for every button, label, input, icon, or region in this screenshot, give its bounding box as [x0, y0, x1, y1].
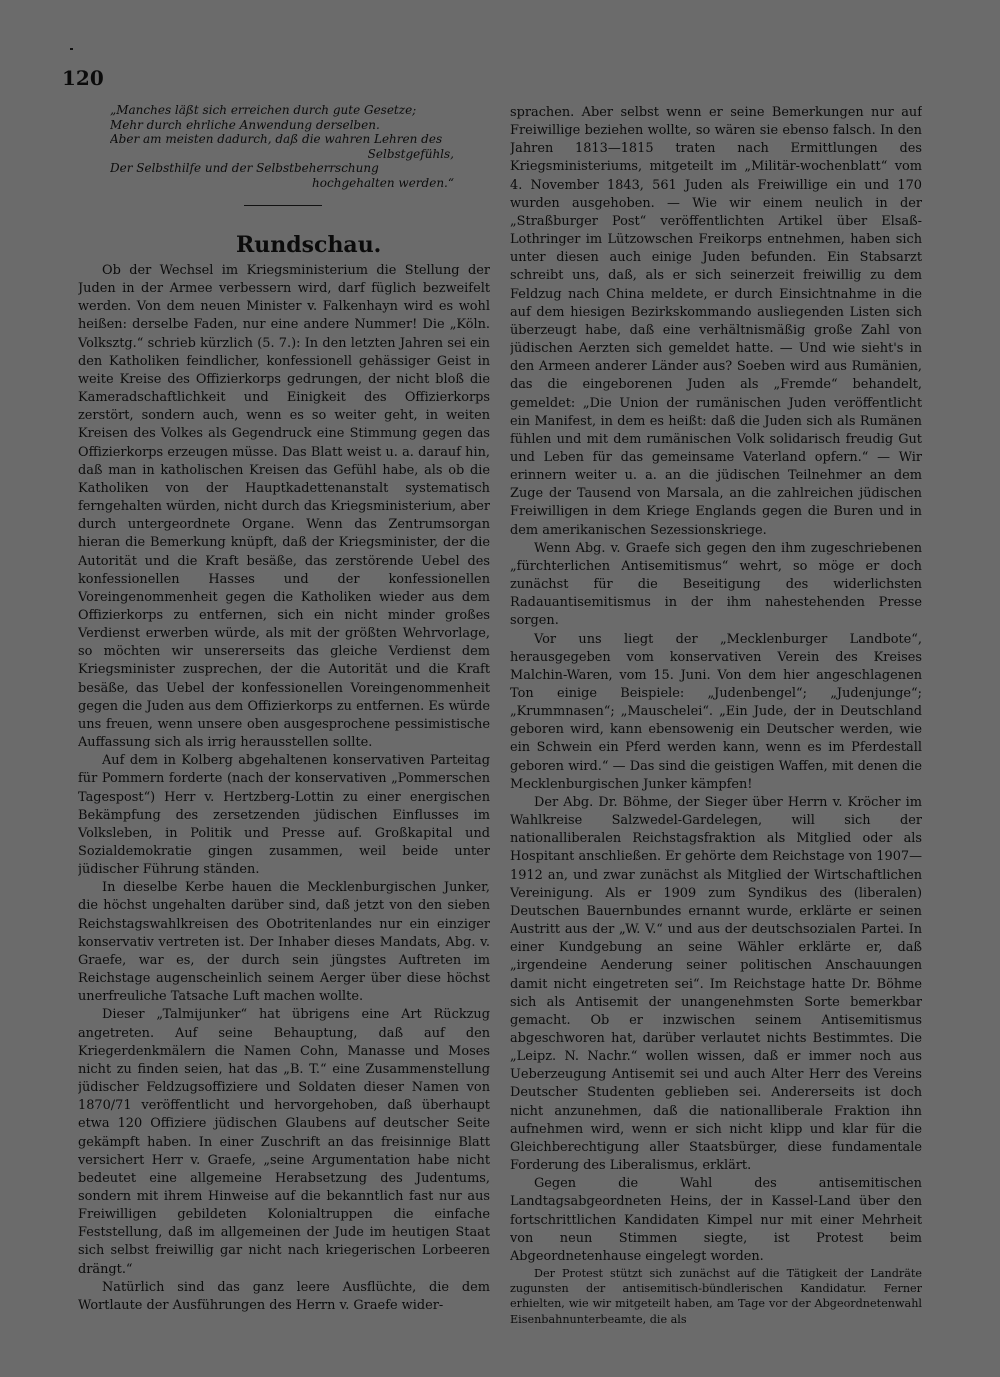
poem-line: hochgehalten werden.“ — [312, 175, 454, 190]
paragraph: Gegen die Wahl des antisemitischen Landtagsabgeordneten Heins, der in Kassel-Land über den fortschrittlichen Kandidaten Kimpel nur mit einer Mehrheit von neun Stimmen siegte, ist Protest beim Abgeordnetenhause eingelegt worden. — [510, 1176, 922, 1264]
poem-line: Mehr durch ehrliche Anwendung derselben. — [110, 117, 380, 132]
paragraph: Natürlich sind das ganz leere Ausflüchte, die dem Wortlaute der Ausführungen des Herrn v. Graefe wider- — [78, 1279, 490, 1313]
poem-line: Der Selbsthilfe und der Selbstbeherrschung — [110, 161, 379, 175]
poem-line: „Manches läßt sich erreichen durch gute Gesetze; — [110, 103, 417, 117]
paragraph: Wenn Abg. v. Graefe sich gegen den ihm zugeschriebenen „fürchterlichen Antisemitismus“ wehrt, so möge er doch zunächst für die Beseitigung des widerlichsten Radauantisemitismus in der ihm nahestehenden Presse sorgen. — [510, 540, 922, 629]
paragraph: sprachen. Aber selbst wenn er seine Bemerkungen nur auf Freiwillige beziehen wollte, so wären sie ebenso falsch. In den Jahren 1813—1815 traten nach Ermittlungen des Kriegsministeriums, mitgeteilt im „Militär-wochenblatt“ vom 4. November 1843, 561 Juden als Freiwillige ein und 170 wurden ausgehoben. — Wie wir einem neulich in der „Straßburger Post“ veröffentlichten Artikel über Elsaß-Lothringer im Lützowschen Freikorps entnehmen, haben sich unter diesen auch einige Juden befunden. Ein Stabsarzt schreibt uns, daß, als er sich seinerzeit freiwillig zu dem Feldzug nach China meldete, er durch Einsichtnahme in die auf dem hiesigen Bezirkskommando ausliegenden Listen sich überzeugt habe, daß eine verhältnismäßig große Zahl von jüdischen Aerzten sich gemeldet hatte. — Und wie sieht's in den Armeen anderer Länder aus? Soeben wird aus Rumänien, das die eingeborenen Juden als „Fremde“ behandelt, gemeldet: „Die Union der rumänischen Juden veröffentlicht ein Manifest, in dem es heißt: daß die Juden sich als Rumänen fühlen und mit dem rumänischen Volk solidarisch freudig Gut und Leben für das gemeinsame Vaterland opfern.“ — Wir erinnern weiter u. a. an die jüdischen Teilnehmer an dem Zuge der Tausend von Marsala, an die zahlreichen jüdischen Freiwilligen in dem Kriege Englands gegen die Buren und in dem amerikanischen Sezessionskriege. — [510, 105, 922, 538]
paragraph: Ob der Wechsel im Kriegsministerium die Stellung der Juden in der Armee verbessern wird, darf füglich bezweifelt werden. Von dem neuen Minister v. Falkenhayn wird es wohl heißen: derselbe Faden, nur eine andere Nummer! Die „Köln. Volksztg.“ schrieb kürzlich (5. 7.): In den letzten Jahren sei ein den Katholiken feindlicher, konfessionell gehässiger Geist in weite Kreise des Offizierkorps gedrungen, der nicht bloß die Kameradschaftlichkeit und Einigkeit des Offizierkorps zerstört, sondern auch, wenn es so weiter geht, in weiten Kreisen des Volkes als Gegendruck eine Stimmung gegen das Offizierkorps erzeugen müsse. Das Blatt weist u. a. darauf hin, daß man in katholischen Kreisen das Gefühl habe, als ob die Katholiken von der Hauptkadettenanstalt systematisch ferngehalten würden, nicht durch das Kriegsministerium, aber durch untergeordnete Organe. Wenn das Zentrumsorgan hieran die Bemerkung knüpft, daß der Kriegsminister, der die Autorität und die Kraft besäße, das zerstörende Uebel des konfessionellen Hasses und der konfessionellen Voreingenommenheit gegen die Katholiken wieder aus dem Offizierkorps zu entfernen, sich ein nicht minder großes Verdienst erwerben würde, als mit der größten Wehrvorlage, so möchten wir unsererseits das gleiche Verdienst dem Kriegsminister zusprechen, der die Autorität und die Kraft besäße, das Uebel der konfessionellen Voreingenommenheit gegen die Juden aus dem Offizierkorps zu entfernen. Es würde uns freuen, wenn unsere oben ausgesprochene pessimistische Auffassung sich als irrig herausstellen sollte. — [78, 263, 490, 751]
epigraph-poem — [110, 103, 490, 190]
paragraph: Auf dem in Kolberg abgehaltenen konservativen Parteitag für Pommern forderte (nach der konservativen „Pommerschen Tagespost“) Herr v. Hertzberg-Lottin zu einer energischen Bekämpfung des zersetzenden jüdischen Einflusses im Volksleben, in Politik und Presse auf. Großkapital und Sozialdemokratie gingen zusammen, weil beide unter jüdischer Führung ständen. — [78, 753, 490, 878]
paragraph: In dieselbe Kerbe hauen die Mecklenburgischen Junker, die höchst ungehalten darüber sind, daß jetzt von den sieben Reichstagswahlkreisen des Obotritenlandes nur ein einziger konservativ vertreten ist. Der Inhaber dieses Mandats, Abg. v. Graefe, war es, der durch sein jüngstes Auftreten im Reichstage augenscheinlich seinem Aerger über diese höchst unerfreuliche Tatsache Luft machen wollte. — [78, 880, 490, 1005]
right-column — [510, 104, 922, 1329]
left-column — [78, 262, 490, 1327]
section-heading: Rundschau. — [236, 232, 382, 258]
page-number: 120 — [62, 66, 104, 90]
section-divider — [244, 205, 322, 206]
paragraph: Der Abg. Dr. Böhme, der Sieger über Herrn v. Kröcher im Wahlkreise Salzwedel-Gardelegen, will sich der nationalliberalen Reichstagsfraktion als Mitglied oder als Hospitant anschließen. Er gehörte dem Reichstage von 1907—1912 an, und zwar zunächst als Mitglied der Wirtschaftlichen Vereinigung. Als er 1909 zum Syndikus des (liberalen) Deutschen Bauernbundes ernannt wurde, erklärte er seinen Austritt aus der „W. V.“ und aus der deutschsozialen Partei. In einer Kundgebung an seine Wähler erklärte er, daß „irgendeine Aenderung seiner politischen Anschauungen damit nicht eingetreten sei“. Im Reichstage hatte Dr. Böhme sich als Antisemit der unangenehmsten Sorte bemerkbar gemacht. Ob er inzwischen seinem Antisemitismus abgeschworen hat, darüber verlautet nichts Bestimmtes. Die „Leipz. N. Nachr.“ wollen wissen, daß er immer noch aus Ueberzeugung Antisemit sei und auch Alter Herr des Vereins Deutscher Studenten geblieben sei. Andererseits ist doch nicht anzunehmen, daß die nationalliberale Fraktion ihn aufnehmen wird, wenn er sich nicht klipp und klar für die Gleichberechtigung aller Staatsbürger, diese fundamentale Forderung des Liberalismus, erklärt. — [510, 794, 922, 1174]
poem-line: Aber am meisten dadurch, daß die wahren Lehren des — [110, 132, 443, 146]
small-print-paragraph: Der Protest stützt sich zunächst auf die Tätigkeit der Landräte zugunsten der antisemitisch-bündlerischen Kandidatur. Ferner erhielten, wie wir mitgeteilt haben, am Tage vor der Abgeordnetenwahl Eisenbahnunterbeamte, die als — [510, 1267, 922, 1326]
poem-line: Selbstgefühls, — [367, 146, 454, 161]
paragraph: Vor uns liegt der „Mecklenburger Landbote“, herausgegeben vom konservativen Verein des Kreises Malchin-Waren, vom 15. Juni. Von dem hier angeschlagenen Ton einige Beispiele: „Judenbengel“; „Judenjunge“; „Krummnasen“; „Mauschelei“. „Ein Jude, der in Deutschland geboren wird, kann ebensowenig ein Deutscher werden, wie ein Schwein ein Pferd werden kann, wenn es im Pferdestall geboren wird.“ — Das sind die geistigen Waffen, mit denen die Mecklenburgischen Junker kämpfen! — [510, 631, 922, 792]
margin-mark — [70, 48, 73, 50]
paragraph: Dieser „Talmijunker“ hat übrigens eine Art Rückzug angetreten. Auf seine Behauptung, daß auf den Kriegerdenkmälern die Namen Cohn, Manasse und Moses nicht zu finden seien, hat das „B. T.“ eine Zusammenstellung jüdischer Feldzugsoffiziere und Soldaten dieser Namen von 1870/71 veröffentlicht und hervorgehoben, daß überhaupt etwa 120 Offiziere jüdischen Glaubens auf deutscher Seite gekämpft haben. In einer Zuschrift an das freisinnige Blatt versichert Herr v. Graefe, „seine Argumentation habe nicht bedeutet eine allgemeine Herabsetzung des Judentums, sondern mit ihrem Hinweise auf die bekanntlich fast nur aus Freiwilligen gebildeten Kolonialtruppen die einfache Feststellung, daß im allgemeinen der Jude im heutigen Staat sich selbst freiwillig gar nicht nach kriegerischen Lorbeeren drängt.“ — [78, 1007, 490, 1277]
